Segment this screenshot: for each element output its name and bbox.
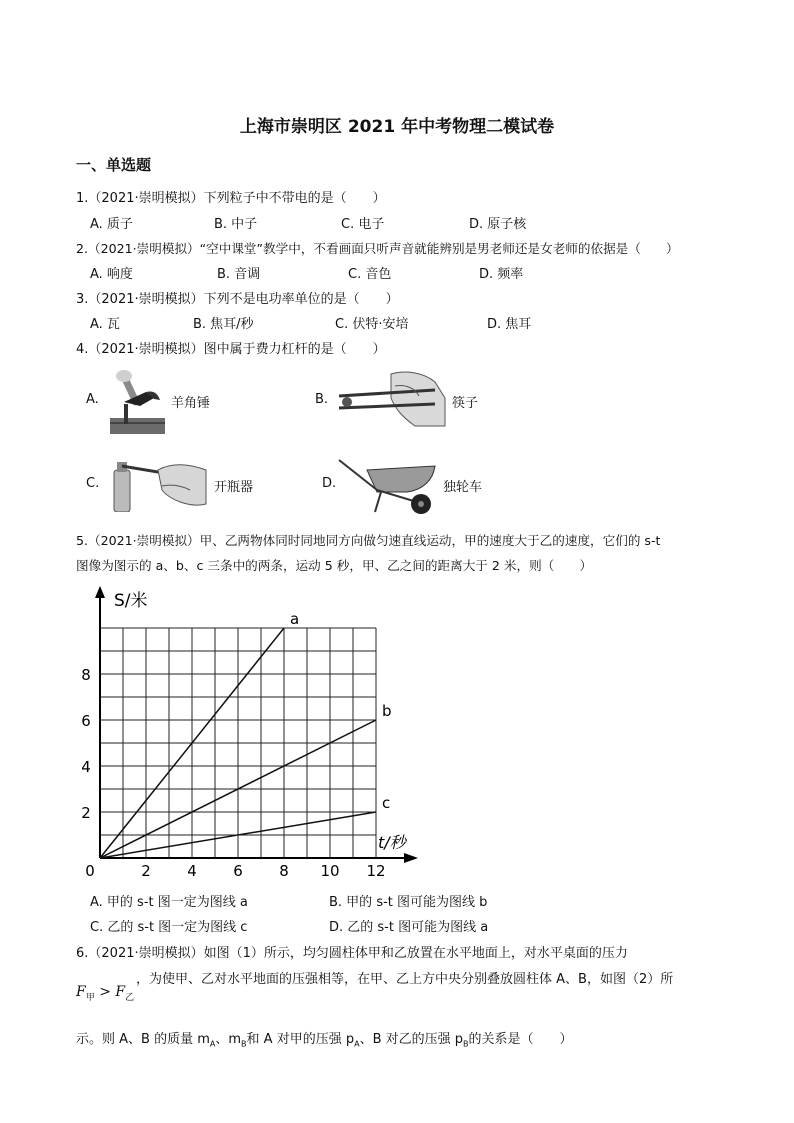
formula-f2: F <box>115 984 126 1000</box>
y-tick-label: 4 <box>81 758 91 776</box>
x-axis-arrow <box>404 853 418 863</box>
q4-option-b-label: 筷子 <box>452 396 479 411</box>
question-6-stem-line3 <box>76 1028 573 1049</box>
x-axis-label: t/秒 <box>378 833 406 852</box>
y-tick-label: 6 <box>81 712 91 730</box>
q3-option-b: B. 焦耳/秒 <box>193 317 254 332</box>
series-label-b: b <box>382 702 392 720</box>
q2-option-d: D. 频率 <box>479 267 524 282</box>
bottle-opener-image <box>110 456 208 512</box>
question-2-stem: 2.（2021·崇明模拟）“空中课堂”教学中，不看画面只听声音就能辨别是男老师还是女老师的依据是（ ） <box>76 241 679 256</box>
q1-option-c: C. 电子 <box>341 217 385 232</box>
question-4-stem: 4.（2021·崇明模拟）图中属于费力杠杆的是（ ） <box>76 342 386 357</box>
wheelbarrow-image <box>337 456 439 518</box>
x-tick-label: 4 <box>187 862 197 880</box>
formula-f1: F <box>76 984 86 1000</box>
q6-text-4: 、B 对乙的压强 p <box>359 1032 463 1047</box>
q4-option-b-letter: B. <box>315 392 329 407</box>
q4-option-c-letter: C. <box>86 476 100 491</box>
q4-option-a-label: 羊角锤 <box>171 396 211 411</box>
q6-sub-a: A <box>209 1039 216 1049</box>
y-axis-arrow <box>95 586 105 598</box>
y-tick-label: 8 <box>81 666 91 684</box>
q5-option-c: C. 乙的 s-t 图一定为图线 c <box>90 920 248 935</box>
section-heading: 一、单选题 <box>76 156 152 174</box>
question-6-stem-line1: 6.（2021·崇明模拟）如图（1）所示，均匀圆柱体甲和乙放置在水平地面上，对水平桌面的压力 <box>76 946 628 961</box>
chopsticks-image <box>335 368 447 430</box>
question-5-stem-line2: 图像为图示的 a、b、c 三条中的两条，运动 5 秒，甲、乙之间的距离大于 2 米，则（ ） <box>76 558 593 573</box>
x-tick-label: 2 <box>141 862 151 880</box>
question-3-stem: 3.（2021·崇明模拟）下列不是电功率单位的是（ ） <box>76 292 399 307</box>
question-1-stem: 1.（2021·崇明模拟）下列粒子中不带电的是（ ） <box>76 191 386 206</box>
q4-option-d-label: 独轮车 <box>443 480 483 495</box>
x-tick-label: 8 <box>279 862 289 880</box>
q5-option-d: D. 乙的 s-t 图可能为图线 a <box>329 920 489 935</box>
q4-option-c-label: 开瓶器 <box>214 480 254 495</box>
y-tick-label: 2 <box>81 804 91 822</box>
q2-option-a: A. 响度 <box>90 267 133 282</box>
q5-option-a: A. 甲的 s-t 图一定为图线 a <box>90 895 248 910</box>
q6-text-2: 、m <box>215 1032 242 1047</box>
q1-option-a: A. 质子 <box>90 217 133 232</box>
q4-option-a-letter: A. <box>86 392 99 407</box>
series-label-a: a <box>290 610 300 628</box>
question-6-stem-line2: ，为使甲、乙对水平地面的压强相等，在甲、乙上方中央分别叠放圆柱体 A、B，如图（2）所 <box>136 972 674 987</box>
q6-text-5: 的关系是（ ） <box>468 1032 573 1047</box>
claw-hammer-image <box>110 366 165 434</box>
formula-gt: > <box>99 984 111 1000</box>
q1-option-d: D. 原子核 <box>469 217 527 232</box>
question-5-stem-line1: 5.（2021·崇明模拟）甲、乙两物体同时同地同方向做匀速直线运动，甲的速度大于乙的速度，它们的 s-t <box>76 533 661 548</box>
q6-text-1: 示。则 A、B 的质量 m <box>76 1032 210 1047</box>
page-title: 上海市崇明区 2021 年中考物理二模试卷 <box>239 117 555 137</box>
q3-option-a: A. 瓦 <box>90 317 120 332</box>
q1-option-b: B. 中子 <box>214 217 258 232</box>
q6-text-3: 和 A 对甲的压强 p <box>246 1032 355 1047</box>
x-tick-label: 6 <box>233 862 243 880</box>
s-t-chart <box>78 580 424 880</box>
series-label-c: c <box>382 794 391 812</box>
q3-option-d: D. 焦耳 <box>487 317 532 332</box>
pressure-force-formula <box>76 984 134 1003</box>
q2-option-b: B. 音调 <box>217 267 261 282</box>
q6-sub-a2: A <box>354 1039 360 1049</box>
q3-option-c: C. 伏特·安培 <box>335 317 409 332</box>
q4-option-d-letter: D. <box>322 476 337 491</box>
formula-sub-yi: 乙 <box>125 992 135 1003</box>
x-tick-label: 10 <box>320 862 340 880</box>
x-tick-label: 12 <box>366 862 386 880</box>
y-axis-label: S/米 <box>114 591 148 611</box>
q6-sub-b: B <box>241 1039 247 1049</box>
q5-option-b: B. 甲的 s-t 图可能为图线 b <box>329 895 488 910</box>
q2-option-c: C. 音色 <box>348 267 392 282</box>
origin-label: 0 <box>85 862 95 880</box>
q6-sub-b2: B <box>463 1039 469 1049</box>
formula-sub-jia: 甲 <box>85 992 95 1003</box>
